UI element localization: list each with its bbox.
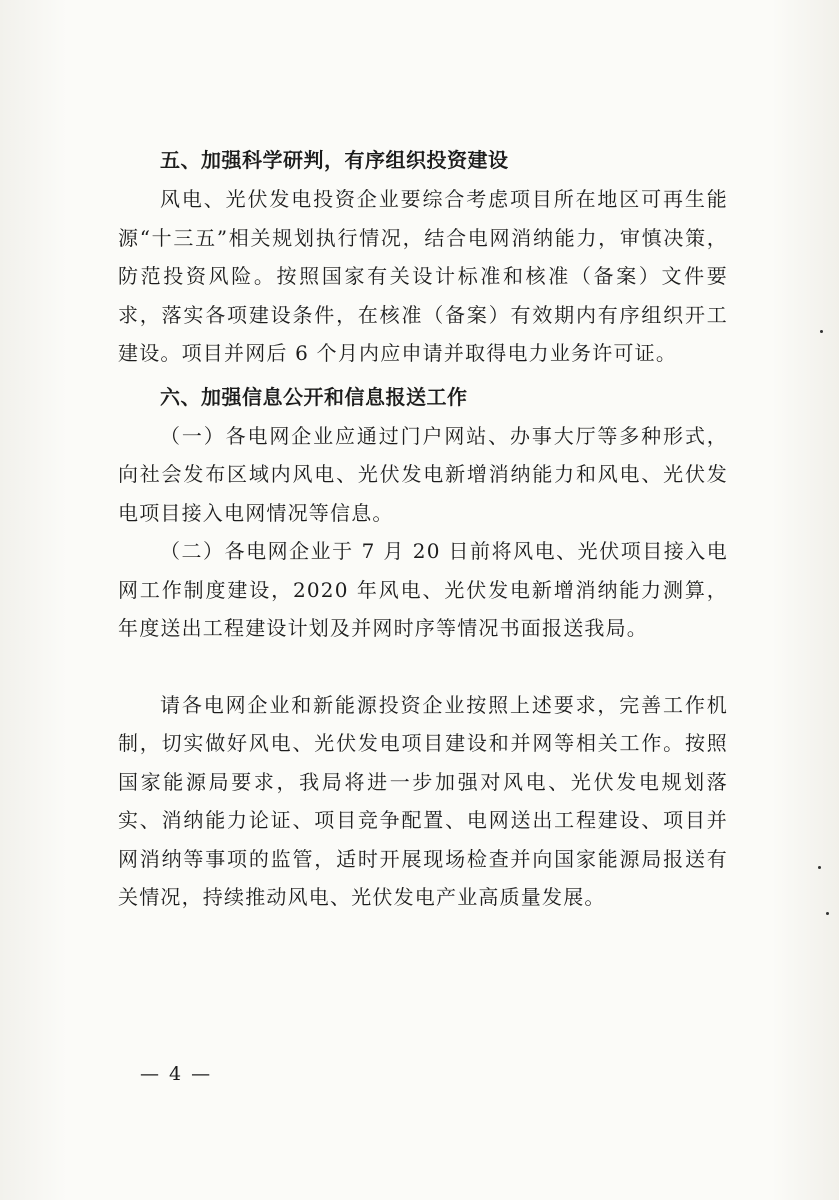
section-six-heading: 六、加强信息公开和信息报送工作 (160, 384, 468, 409)
section-six-item-one: （一）各电网企业应通过门户网站、办事大厅等多种形式，向社会发布区域内风电、光伏发电新增消纳能力和风电、光伏发电项目接入电网情况等信息。 (118, 423, 728, 525)
scan-speck (820, 330, 823, 333)
scan-speck (818, 866, 821, 869)
scan-speck (826, 912, 829, 915)
section-six-item-two: （二）各电网企业于 7 月 20 日前将风电、光伏项目接入电网工作制度建设，2020 年风电、光伏发电新增消纳能力测算，年度送出工程建设计划及并网时序等情况书面报送我局。 (118, 539, 728, 640)
document-body (118, 140, 728, 917)
section-five-heading: 五、加强科学研判，有序组织投资建设 (160, 148, 509, 172)
page-number: — 4 — (140, 1063, 213, 1085)
closing-paragraph: 请各电网企业和新能源投资企业按照上述要求，完善工作机制，切实做好风电、光伏发电项目建设和并网等相关工作。按照国家能源局要求，我局将进一步加强对风电、光伏发电规划落实、消纳能力论证、项目竞争配置、电网送出工程建设、项目并网消纳等事项的监管，适时开展现场检查并向国家能源局报送有关情况，持续推动风电、光伏发电产业高质量发展。 (118, 692, 728, 909)
section-five-paragraph: 风电、光伏发电投资企业要综合考虑项目所在地区可再生能源“十三五”相关规划执行情况，结合电网消纳能力，审慎决策，防范投资风险。按照国家有关设计标准和核准（备案）文件要求，落实各项建设条件，在核准（备案）有效期内有序组织开工建设。项目并网后 6 个月内应申请并取得电力业务许可证。 (118, 187, 728, 365)
spacer (118, 648, 728, 686)
